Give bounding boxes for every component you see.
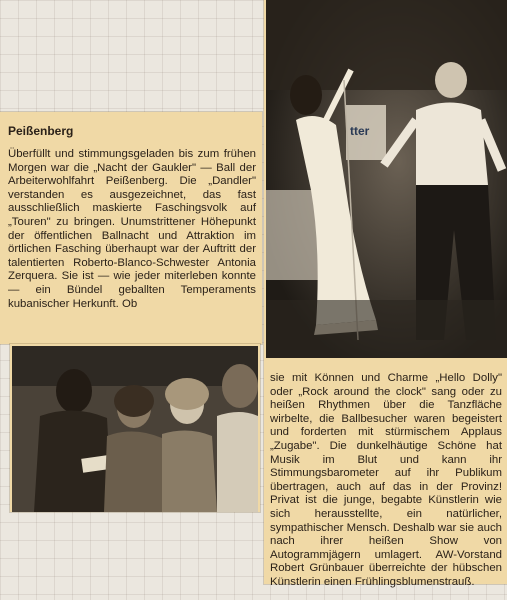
article-body-right: sie mit Können und Charme „Hello Dolly" oder „Rock around the clock" sang oder zu heißen Rhythmen über die Tanzfläche wirbelte, die Ballbesucher waren begeistert und forderten mit stürmischem Applaus „Zugabe". Die dunkelhäutige Schöne hat Musik im Blut und kann ihr Stimmungsbarometer auf ihr Publikum übertragen, auch auf das in der Provinz! Privat ist die junge, begabte Künstlerin wie sich herausstellte, ein natürlicher, sympathischer Mensch. Deshalb war sie auch nach ihrer heißen Show von Autogrammjägern umlagert. AW-Vorstand Robert Grünbauer überreichte der hübschen Künstlerin einen Frühlingsblumenstrauß.: [270, 372, 502, 588]
performance-photo: [266, 0, 507, 358]
article-body-left: Überfüllt und stimmungsgeladen bis zum frühen Morgen war die „Nacht der Gaukler" — Ball der Arbeiterwohlfahrt Peißenberg. Die „Dandler" verstanden es ausgezeichnet, das fast ausschließlich maskierte Faschingsvolk auf „Touren" zu bringen. Unumstrittener Höhepunkt der öffentlichen Ballnacht und Attraktion im örtlichen Fasching überhaupt war der Auftritt der talentierten Roberto-Blanco-Schwester Antonia Zerquera. Sie ist — wie jeder miterleben konnte — ein Bündel geballten Temperaments kubanischer Herkunft. Ob: [8, 148, 256, 310]
article-heading: Peißenberg: [8, 124, 74, 138]
banner-text: tter: [350, 124, 370, 138]
autograph-photo: [12, 346, 258, 512]
